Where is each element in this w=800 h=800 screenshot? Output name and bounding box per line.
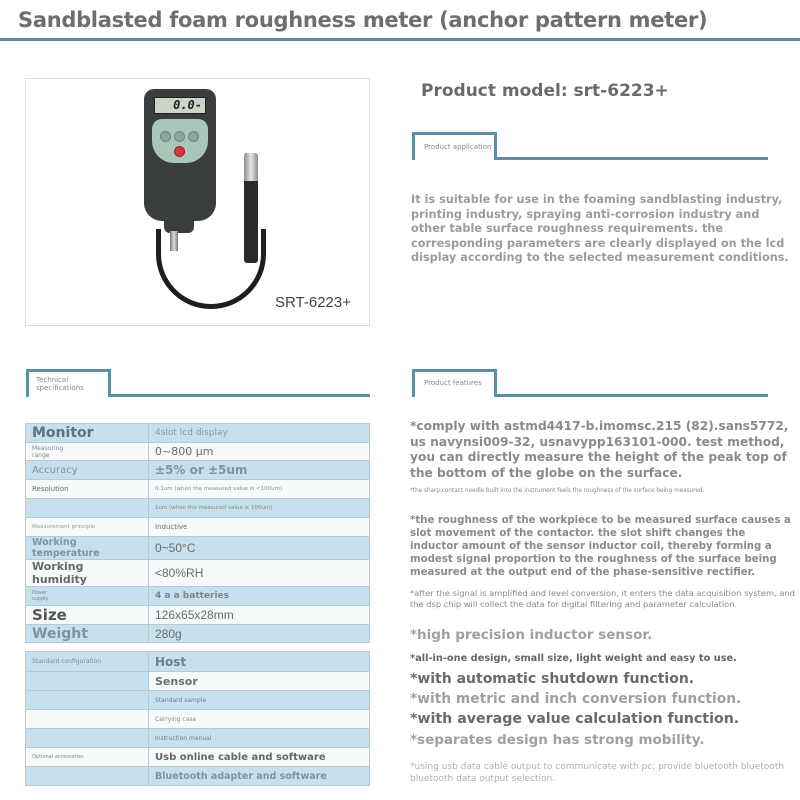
table-row: Bluetooth adapter and software	[26, 767, 370, 786]
feature-item: *separates design has strong mobility.	[410, 732, 705, 748]
feature-item: *high precision inductor sensor.	[410, 627, 653, 643]
feature-item: *with average value calculation function.	[410, 711, 740, 727]
table-row: Standard configuration Host	[26, 652, 370, 672]
meter-keypad	[152, 119, 208, 163]
feature-item: *with metric and inch conversion function.	[410, 691, 742, 707]
feature-item: *the sharp contact needle built into the instrument feels the roughness of the surface being measured.	[410, 488, 705, 494]
table-row: Standard sample	[26, 691, 370, 710]
table-row: Carrying case	[26, 710, 370, 729]
table-row: Measuring range 0~800 µm	[26, 443, 370, 461]
meter-button-icon	[174, 131, 185, 142]
table-row: Weight 280g	[26, 625, 370, 643]
lcd-screen: 0.0-	[154, 97, 206, 114]
section-label: Product application	[424, 143, 492, 151]
photo-caption: SRT-6223+	[274, 294, 351, 311]
probe-tip	[244, 153, 258, 181]
spec-table	[25, 423, 370, 643]
feature-item: *the roughness of the workpiece to be measured surface causes a slot movement of the contactor. the slot shift changes the inductor amount of the sensor inductor coil, thereby forming a modest signal proportion to the roughness of the surface being measured at the output end of the phase-sensitive rectifier.	[410, 515, 791, 578]
meter-button-icon	[160, 131, 171, 142]
section-label: Technical specifications	[36, 376, 84, 392]
probe-icon	[244, 153, 258, 263]
table-row: Size 126x65x28mm	[26, 606, 370, 625]
configuration-table	[25, 651, 370, 786]
section-header-application	[412, 132, 772, 162]
section-label: Product features	[424, 379, 482, 387]
section-header-features	[412, 369, 772, 399]
table-row: Working temperature 0~50°C	[26, 537, 370, 560]
table-row: Sensor	[26, 672, 370, 691]
page-title: Sandblasted foam roughness meter (anchor pattern meter)	[18, 8, 708, 32]
meter-button-icon	[188, 131, 199, 142]
title-divider	[0, 38, 800, 41]
table-row: Optional accessories Usb online cable and software	[26, 748, 370, 767]
table-row: 1um (when the measured value ≥ 100um)	[26, 499, 370, 518]
meter-device-icon	[144, 89, 216, 221]
application-text: It is suitable for use in the foaming sandblasting industry, printing industry, spraying anti-corrosion industry and other table surface roughness requirements. the corresponding parameters are clearly displayed on the lcd display according to the selected measurement conditions.	[411, 193, 789, 264]
feature-item: *using usb data cable output to communicate with pc; provide bluetooth bluetooth bluetooth data output selection.	[410, 762, 785, 784]
feature-item: *comply with astmd4417-b.imomsc.215 (82).sans5772, us navynsi009-32, usnavypp163101-000. test method, you can directly measure the height of the peak top of the bottom of the globe on the surface.	[410, 419, 789, 480]
table-row: Working humidity <80%RH	[26, 560, 370, 587]
power-button-icon	[174, 146, 185, 157]
section-header-specs	[26, 369, 372, 399]
table-row: Accuracy ±5% or ±5um	[26, 461, 370, 480]
product-photo	[25, 78, 370, 326]
table-row: Power supply 4 a a batteries	[26, 587, 370, 606]
feature-item: *after the signal is amplified and level conversion, it enters the data acquisition system, and the dsp chip will collect the data for digital filtering and parameter calculation.	[410, 588, 795, 609]
table-row: Instruction manual	[26, 729, 370, 748]
product-model: Product model: srt-6223+	[421, 81, 669, 101]
table-row: Monitor 4slot lcd display	[26, 424, 370, 443]
table-row: Measurement principle Inductive	[26, 518, 370, 537]
feature-item: *with automatic shutdown function.	[410, 671, 695, 687]
table-row: Resolution 0.1um (when the measured value is <100um)	[26, 480, 370, 499]
feature-item: *all-in-one design, small size, light weight and easy to use.	[410, 653, 737, 664]
